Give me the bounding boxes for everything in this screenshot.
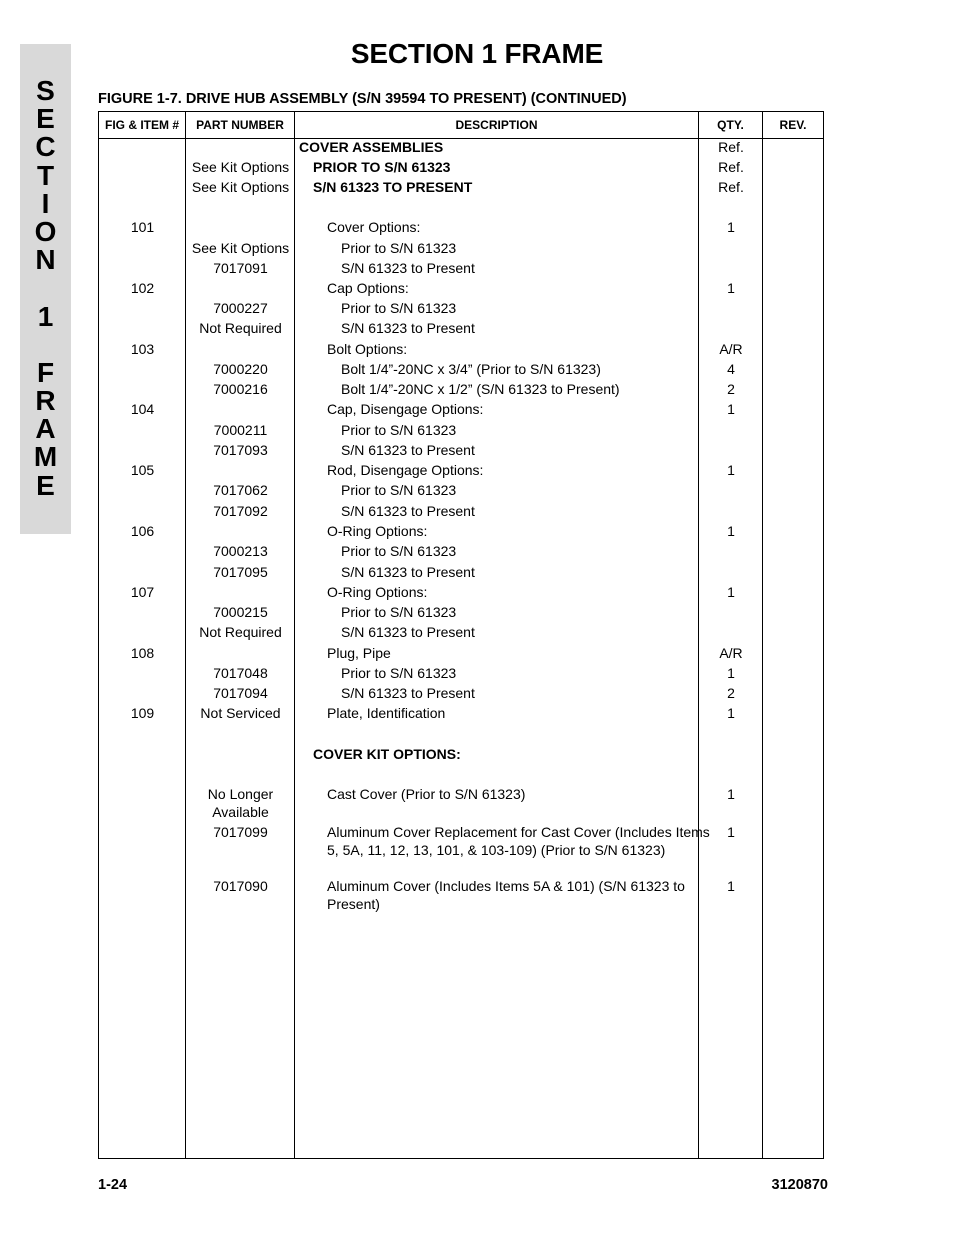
- cell-description: Prior to S/N 61323: [341, 240, 457, 256]
- page-number: 1-24: [98, 1177, 128, 1193]
- side-tab-letter: [20, 331, 71, 359]
- cell-description: Prior to S/N 61323: [341, 482, 457, 498]
- cell-fig-item: 104: [130, 401, 155, 417]
- page-title: SECTION 1 FRAME: [350, 38, 604, 69]
- cell-part-number: See Kit Options: [191, 240, 290, 256]
- cell-part-number: Not Serviced: [200, 705, 281, 721]
- cell-description: Cast Cover (Prior to S/N 61323): [327, 786, 526, 802]
- cell-description: Prior to S/N 61323: [341, 665, 457, 681]
- cell-description: Bolt 1/4”-20NC x 3/4” (Prior to S/N 61323): [341, 361, 601, 377]
- cell-part-number: 7017048: [213, 665, 268, 681]
- cell-qty: 1: [727, 705, 735, 721]
- cell-qty: 2: [727, 685, 735, 701]
- header-part-number: PART NUMBER: [196, 118, 284, 132]
- side-tab-letter: [20, 274, 71, 302]
- cell-qty: 1: [727, 523, 735, 539]
- cell-part-number: 7017093: [213, 442, 268, 458]
- cell-description: Plug, Pipe: [327, 645, 391, 661]
- section-side-tab: [20, 44, 71, 534]
- cell-description: S/N 61323 to Present: [341, 624, 475, 640]
- cell-qty: 1: [727, 401, 735, 417]
- cell-description: S/N 61323 to Present: [341, 442, 475, 458]
- cell-description: S/N 61323 to Present: [341, 260, 475, 276]
- cell-part-number: 7000216: [213, 381, 268, 397]
- figure-title: FIGURE 1-7. DRIVE HUB ASSEMBLY (S/N 39594 TO PRESENT) (CONTINUED): [98, 91, 627, 107]
- cell-description: Prior to S/N 61323: [341, 422, 457, 438]
- side-tab-letter: T: [36, 159, 55, 191]
- cell-qty: Ref.: [718, 159, 744, 175]
- side-tab-letters: [20, 77, 71, 500]
- cell-part-number: 7000220: [213, 361, 268, 377]
- cell-description: Prior to S/N 61323: [341, 543, 457, 559]
- cell-qty: 1: [727, 786, 735, 802]
- side-tab-letter: C: [35, 131, 56, 163]
- cell-description: COVER ASSEMBLIES: [299, 139, 444, 155]
- side-tab-letter: S: [36, 75, 55, 106]
- side-tab-letter: O: [34, 215, 57, 247]
- cell-part-number: See Kit Options: [191, 159, 290, 175]
- cell-fig-item: 108: [130, 645, 155, 661]
- cell-qty: 1: [727, 878, 735, 894]
- cell-description: Prior to S/N 61323: [341, 300, 457, 316]
- cell-qty: 1: [727, 584, 735, 600]
- cell-part-number: 7017090: [213, 878, 268, 894]
- cell-part-number: 7000211: [213, 422, 268, 438]
- cell-description: Bolt 1/4”-20NC x 1/2” (S/N 61323 to Present): [341, 381, 620, 397]
- cell-description: Plate, Identification: [327, 705, 446, 721]
- cell-description: Aluminum Cover (Includes Items 5A & 101) (S/N 61323 to Present): [327, 878, 685, 912]
- side-tab-letter: N: [35, 244, 56, 276]
- cell-part-number: No Longer Available: [207, 786, 274, 820]
- cell-part-number: Not Required: [199, 624, 282, 640]
- side-tab-letter: I: [41, 187, 50, 219]
- cell-part-number: Not Required: [199, 320, 282, 336]
- cell-description: COVER KIT OPTIONS:: [313, 746, 461, 762]
- cell-qty: 1: [727, 462, 735, 478]
- header-description: DESCRIPTION: [455, 118, 538, 132]
- cell-description: O-Ring Options:: [327, 523, 428, 539]
- cell-description: S/N 61323 TO PRESENT: [313, 179, 473, 195]
- side-tab-letter: M: [33, 441, 58, 473]
- cell-qty: 1: [727, 824, 735, 840]
- cell-part-number: See Kit Options: [191, 179, 290, 195]
- header-qty: QTY.: [717, 118, 744, 132]
- cell-qty: A/R: [719, 645, 743, 661]
- header-rev: REV.: [779, 118, 807, 132]
- cell-fig-item: 102: [130, 280, 155, 296]
- cell-description: S/N 61323 to Present: [341, 503, 475, 519]
- cell-part-number: 7000213: [213, 543, 268, 559]
- cell-fig-item: 103: [130, 341, 155, 357]
- cell-qty: Ref.: [718, 139, 744, 155]
- side-tab-letter: E: [36, 469, 55, 501]
- cell-part-number: 7017062: [213, 482, 268, 498]
- side-tab-letter: F: [36, 356, 55, 388]
- cell-part-number: 7017092: [213, 503, 268, 519]
- cell-description: Bolt Options:: [327, 341, 408, 357]
- cell-qty: 1: [727, 280, 735, 296]
- cell-description: S/N 61323 to Present: [341, 564, 475, 580]
- cell-description: Cap Options:: [327, 280, 409, 296]
- cell-part-number: 7000227: [213, 300, 268, 316]
- side-tab-letter: 1: [37, 300, 54, 332]
- cell-qty: 1: [727, 665, 735, 681]
- side-tab-letter: A: [35, 413, 56, 445]
- cell-description: PRIOR TO S/N 61323: [313, 159, 451, 175]
- cell-qty: A/R: [719, 341, 743, 357]
- cell-part-number: 7017091: [213, 260, 268, 276]
- cell-description: Prior to S/N 61323: [341, 604, 457, 620]
- parts-table: [98, 111, 824, 1159]
- cell-description: Cap, Disengage Options:: [327, 401, 484, 417]
- side-tab-letter: E: [36, 103, 55, 135]
- document-number: 3120870: [771, 1177, 828, 1193]
- cell-description: S/N 61323 to Present: [341, 320, 475, 336]
- cell-part-number: 7000215: [213, 604, 268, 620]
- cell-qty: 4: [727, 361, 735, 377]
- cell-qty: Ref.: [718, 179, 744, 195]
- cell-qty: 1: [727, 219, 735, 235]
- cell-fig-item: 106: [130, 523, 155, 539]
- column-divider: [762, 112, 763, 1158]
- cell-fig-item: 107: [130, 584, 155, 600]
- cell-part-number: 7017095: [213, 564, 268, 580]
- cell-fig-item: 105: [130, 462, 155, 478]
- cell-description: Rod, Disengage Options:: [327, 462, 484, 478]
- cell-description: Aluminum Cover Replacement for Cast Cover (Includes Items 5, 5A, 11, 12, 13, 101, & 103-109) (Prior to S/N 61323): [327, 824, 710, 858]
- cell-description: O-Ring Options:: [327, 584, 428, 600]
- cell-qty: 2: [727, 381, 735, 397]
- side-tab-letter: R: [35, 385, 56, 417]
- cell-fig-item: 109: [130, 705, 155, 721]
- cell-fig-item: 101: [130, 219, 155, 235]
- header-fig-item: FIG & ITEM #: [104, 118, 179, 132]
- cell-part-number: 7017094: [213, 685, 268, 701]
- cell-description: S/N 61323 to Present: [341, 685, 475, 701]
- cell-part-number: 7017099: [213, 824, 268, 840]
- cell-description: Cover Options:: [327, 219, 421, 235]
